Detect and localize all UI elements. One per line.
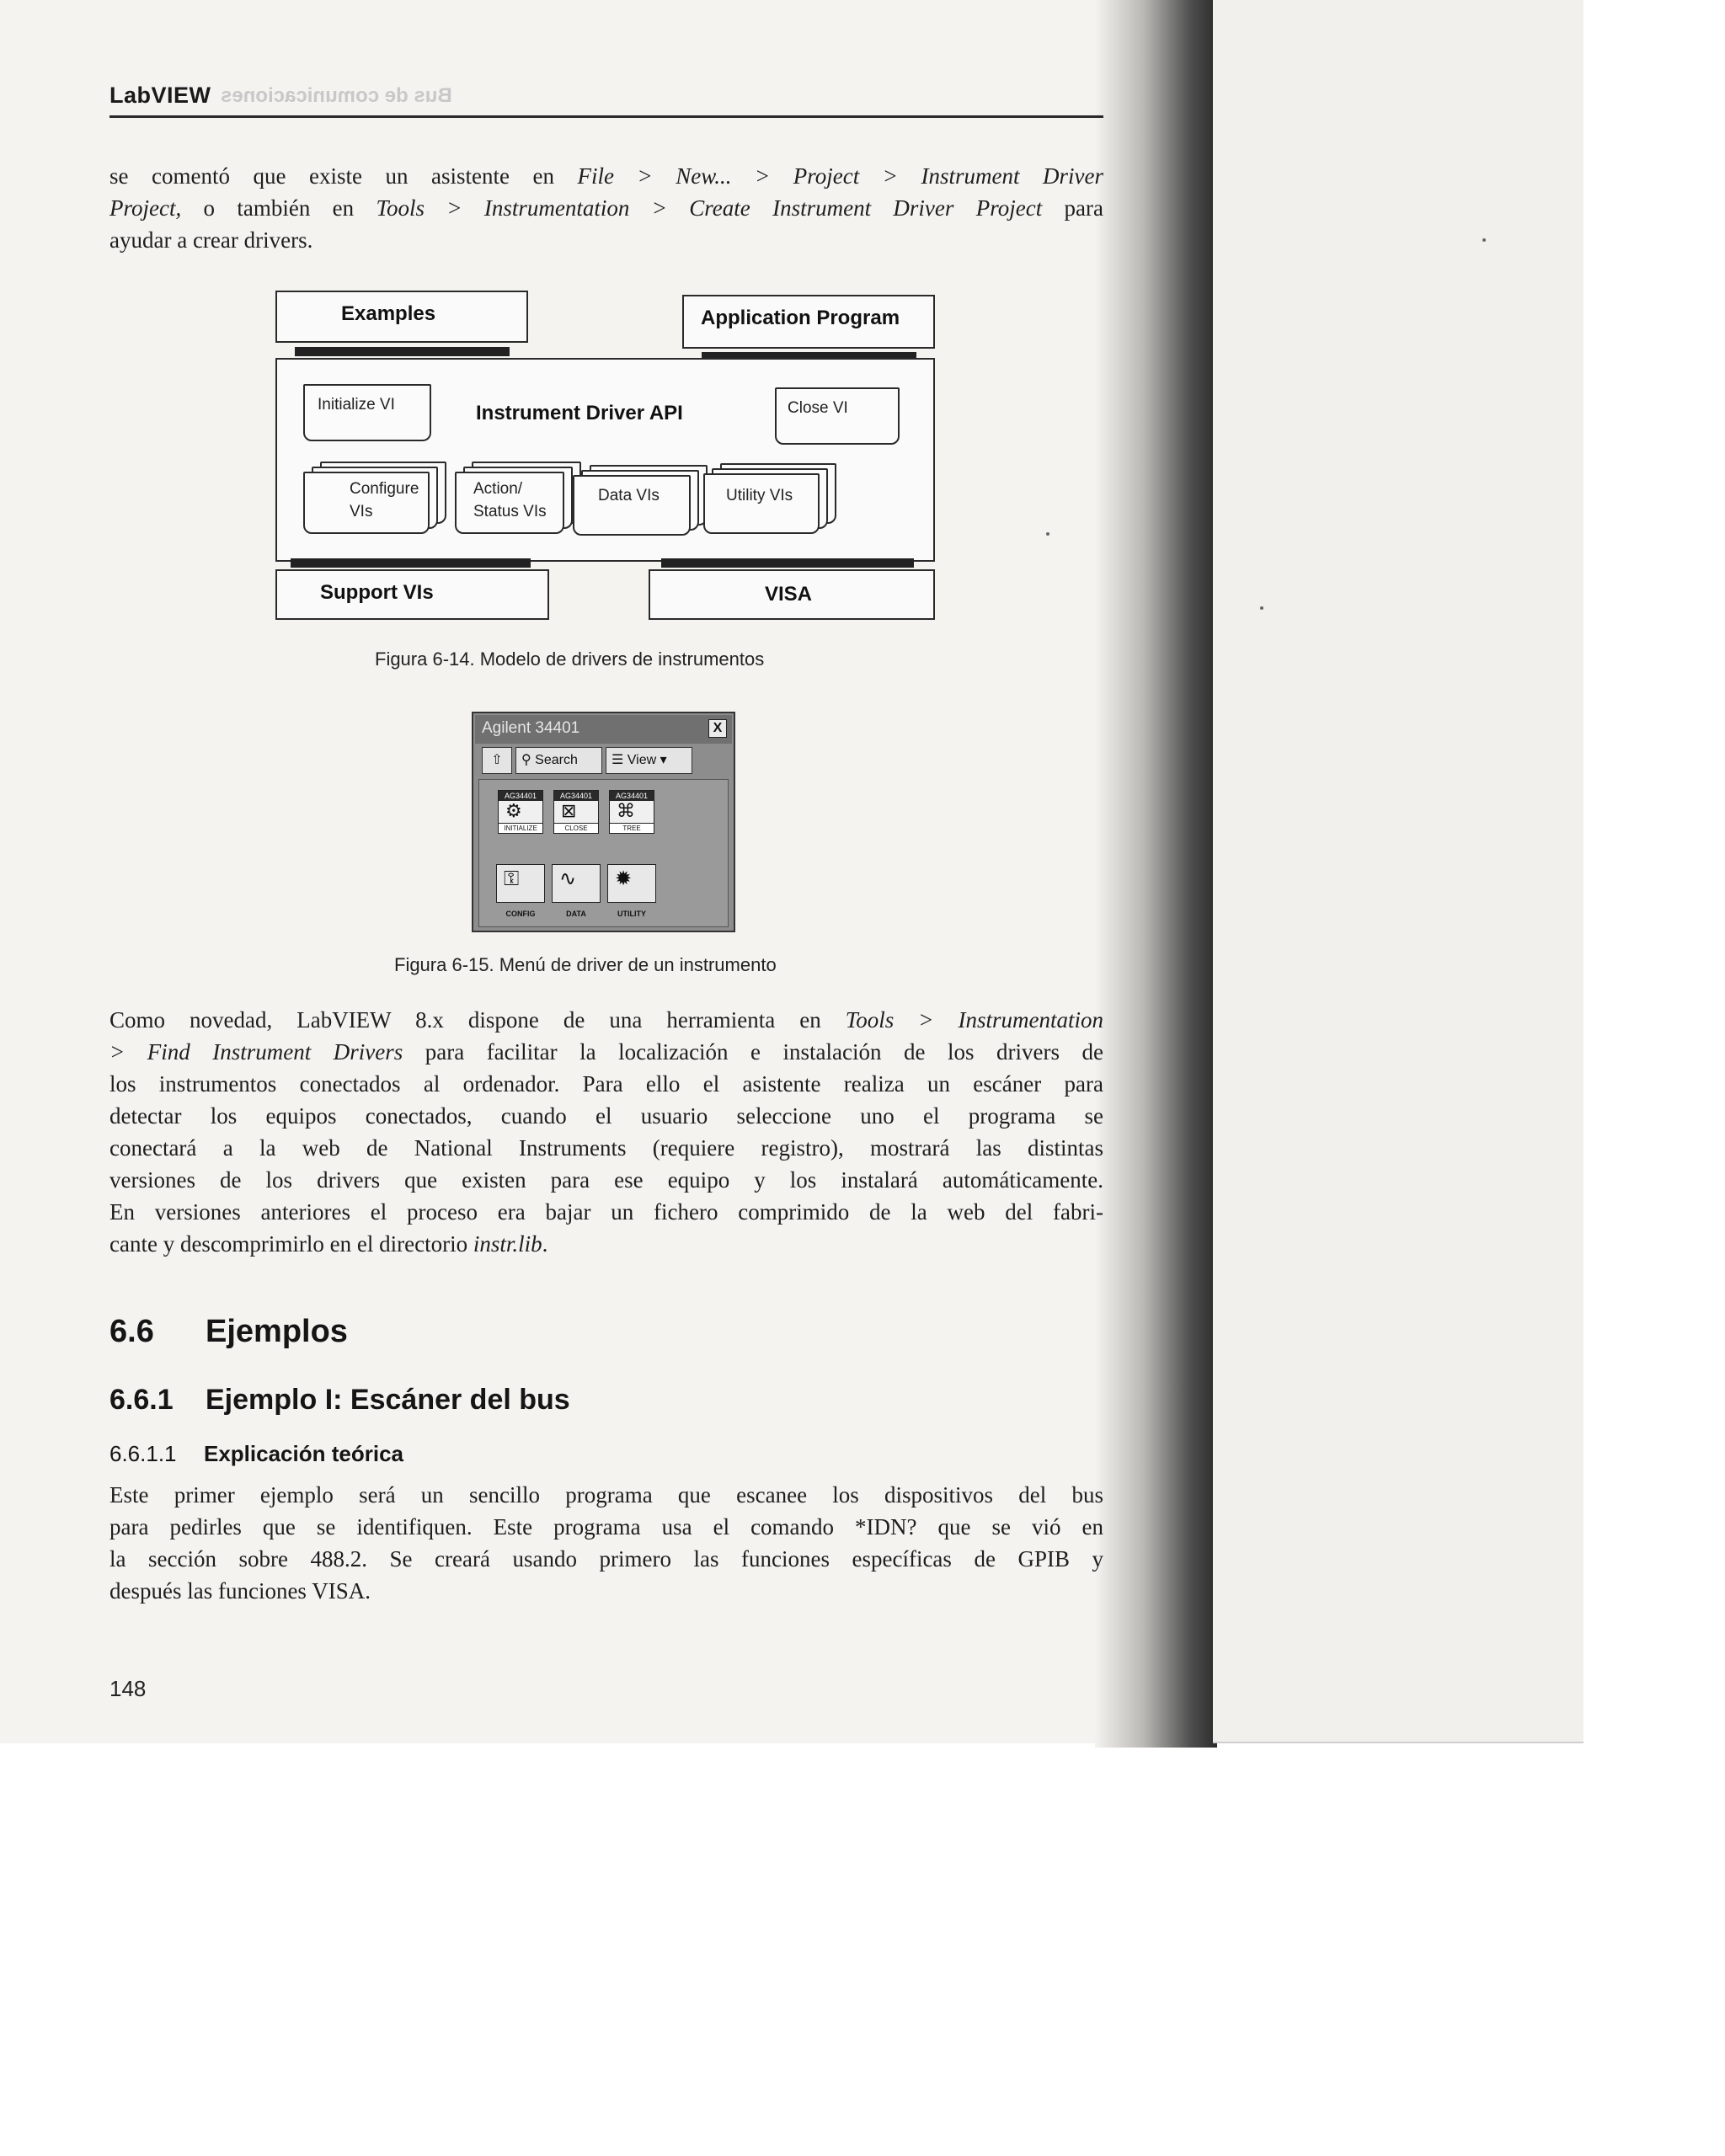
text-line: detectar los equipos conectados, cuando el usuario seleccione uno el programa se [109, 1103, 1103, 1129]
text-line: Project, o también en Tools > Instrumentation > Create Instrument Driver Project para [109, 195, 1103, 221]
text-line: la sección sobre 488.2. Se creará usando primero las funciones específicas de GPIB y [109, 1546, 1103, 1572]
figure-caption: Figura 6-15. Menú de driver de un instrumento [394, 954, 777, 975]
view-button[interactable] [606, 747, 692, 774]
folder-label: CONFIG [505, 910, 536, 918]
vi-close[interactable] [553, 790, 599, 834]
instrument-driver-palette [472, 712, 735, 932]
data-vis-box [573, 475, 691, 536]
visa-label: VISA [765, 583, 813, 606]
palette-title: Agilent 34401 [482, 719, 580, 737]
subsection-heading: 6.6.1 Ejemplo I: Escáner del bus [109, 1384, 570, 1416]
text-line: después las funciones VISA. [109, 1578, 371, 1604]
text-line: los instrumentos conectados al ordenador. Para ello el asistente realiza un escáner para [109, 1071, 1103, 1097]
folder-config[interactable] [496, 864, 545, 903]
connector-bar [295, 347, 510, 356]
text-line: se comentó que existe un asistente en File > New... > Project > Instrument Driver [109, 163, 1103, 189]
running-head: LabVIEW [109, 83, 211, 108]
scanner-background [1583, 0, 1725, 2156]
tree-icon: ⌘ [617, 801, 635, 822]
folder-label: DATA [566, 910, 586, 918]
speck [1046, 532, 1049, 536]
subsubsection-heading: 6.6.1.1 Explicación teórica [109, 1441, 403, 1466]
chevron-down-icon: ▾ [660, 753, 667, 767]
action-status-label: Action/ [473, 480, 523, 498]
vi-initialize[interactable] [498, 790, 543, 834]
folder-utility[interactable] [607, 864, 656, 903]
action-status-label: Status VIs [473, 503, 547, 520]
configure-vis-label: VIs [350, 503, 373, 520]
header-rule [109, 115, 1103, 118]
search-icon: ⚲ [521, 753, 531, 767]
text-line: conectará a la web de National Instruments (requiere registro), mostrará las distintas [109, 1135, 1103, 1161]
text-line: Como novedad, LabVIEW 8.x dispone de una herramienta en Tools > Instrumentation [109, 1007, 1103, 1033]
book-binding-shadow [1095, 0, 1217, 1748]
page-number: 148 [109, 1676, 147, 1701]
vi-label: INITIALIZE [499, 823, 542, 833]
data-vis-label: Data VIs [598, 487, 660, 504]
text-line: Este primer ejemplo será un sencillo programa que escanee los dispositivos del bus [109, 1482, 1103, 1508]
data-folder-icon: ∿ [559, 867, 577, 890]
utility-vis-label: Utility VIs [726, 487, 793, 504]
speck [1260, 606, 1263, 610]
speck [1482, 238, 1486, 242]
configure-vis-label: Configure [350, 480, 419, 498]
vi-label: CLOSE [554, 823, 598, 833]
vi-tag: AG34401 [554, 791, 598, 801]
view-button-label: View [627, 753, 657, 767]
instrument-driver-api-label: Instrument Driver API [476, 402, 683, 424]
connector-bar [291, 558, 531, 568]
bleed-through-text: Bus de comunicaciones [221, 84, 452, 107]
up-arrow-icon[interactable]: ⇧ [482, 747, 512, 774]
application-program-label: Application Program [701, 307, 900, 329]
text-line: > Find Instrument Drivers para facilitar la localización e instalación de los drivers de [109, 1039, 1103, 1065]
vi-tag: AG34401 [610, 791, 654, 801]
vi-tree[interactable] [609, 790, 654, 834]
search-button[interactable] [515, 747, 602, 774]
palette-icon-area [478, 779, 729, 927]
text-line: para pedirles que se identifiquen. Este programa usa el comando *IDN? que se vió en [109, 1514, 1103, 1540]
text-line: versiones de los drivers que existen para ese equipo y los instalará automáticamente. [109, 1167, 1103, 1193]
paragraph-intro [109, 160, 1103, 256]
support-vis-label: Support VIs [320, 581, 434, 604]
facing-page-edge [1213, 0, 1583, 1743]
figure-caption: Figura 6-14. Modelo de drivers de instrumentos [375, 648, 765, 670]
examples-label: Examples [341, 302, 436, 325]
initialize-icon: ⚙ [505, 801, 522, 822]
vi-tag: AG34401 [499, 791, 542, 801]
folder-data[interactable] [552, 864, 601, 903]
paragraph-find-drivers [109, 1004, 1103, 1260]
text-line: cante y descomprimirlo en el directorio instr.lib. [109, 1231, 548, 1257]
text-line: ayudar a crear drivers. [109, 227, 313, 253]
text-line: En versiones anteriores el proceso era bajar un fichero comprimido de la web del fabri- [109, 1199, 1103, 1225]
close-icon[interactable]: X [708, 719, 727, 738]
close-vi-label: Close VI [788, 399, 848, 417]
palette-title-bar [475, 715, 732, 744]
vi-label: TREE [610, 823, 654, 833]
paragraph-example [109, 1479, 1103, 1607]
search-button-label: Search [535, 753, 578, 767]
config-folder-icon: ⚿ [504, 867, 520, 890]
section-heading: 6.6 Ejemplos [109, 1314, 348, 1349]
utility-folder-icon: ✹ [615, 867, 633, 890]
view-icon: ☰ [611, 753, 624, 767]
close-vi-icon: ⊠ [561, 801, 577, 822]
initialize-vi-label: Initialize VI [318, 396, 395, 414]
folder-label: UTILITY [617, 910, 646, 918]
connector-bar [661, 558, 914, 568]
